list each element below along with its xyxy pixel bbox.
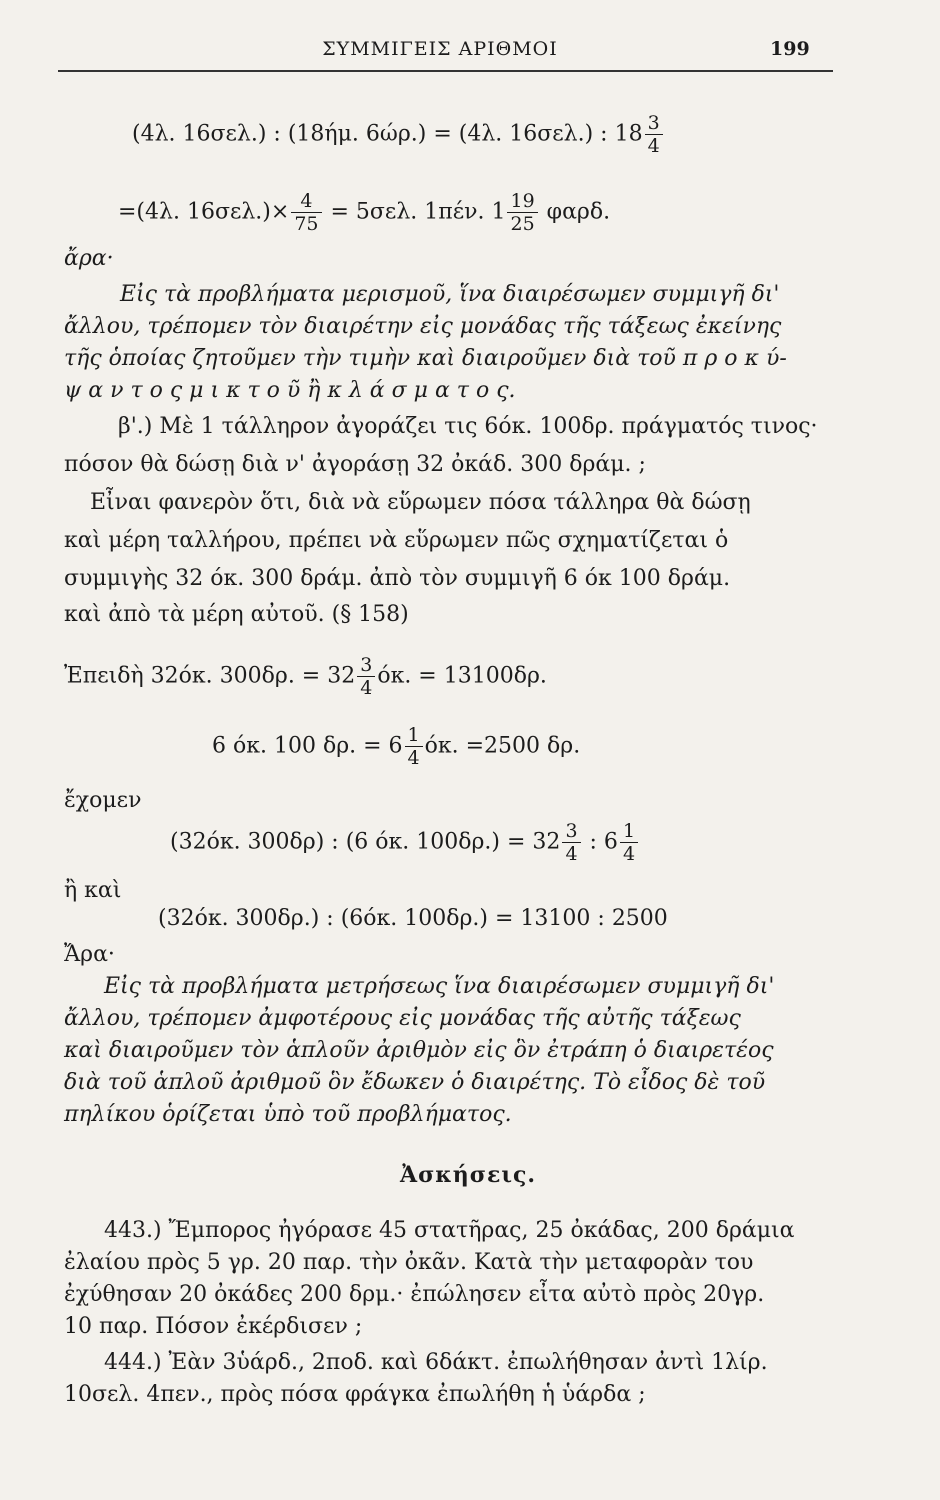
equation-5: (32όκ. 300δρ) : (6 όκ. 100δρ.) = 32 $\frac{3}{4}$ : 6 $\frac{1}{4}$ xyxy=(170,820,640,865)
fraction: $\frac{1}{4}$ xyxy=(405,724,423,769)
header-rule xyxy=(58,70,833,72)
problem-b-line-5: συμμιγὴς 32 όκ. 300 δράμ. ἀπὸ τὸν συμμιγῆ 6 όκ 100 δράμ. xyxy=(64,566,731,591)
rule-2-line-5: πηλίκου ὁρίζεται ὑπὸ τοῦ προβλήματος. xyxy=(64,1102,512,1127)
exercises-heading: Ἀσκήσεις. xyxy=(400,1162,537,1188)
fraction: $\frac{3}{4}$ xyxy=(645,112,663,157)
fraction: $\frac{1}{4}$ xyxy=(620,820,638,865)
running-header-title: ΣΥΜΜΙΓΕΙΣ ΑΡΙΘΜΟΙ xyxy=(322,38,558,60)
problem-b-line-4: καὶ μέρη ταλλήρου, πρέπει νὰ εὕρωμεν πῶς σχηματίζεται ὁ xyxy=(64,528,729,553)
exercise-443-line-2: ἐλαίου πρὸς 5 γρ. 20 παρ. τὴν ὀκᾶν. Κατὰ τὴν μεταφορὰν του xyxy=(64,1250,754,1275)
exercise-444-line-2: 10σελ. 4πεν., πρὸς πόσα φράγκα ἐπωλήθη ἡ ὑάρδα ; xyxy=(64,1382,646,1407)
equation-1 xyxy=(132,112,665,157)
exomen-label: ἔχομεν xyxy=(64,788,142,813)
problem-b-line-6: καὶ ἀπὸ τὰ μέρη αὐτοῦ. (§ 158) xyxy=(64,602,409,627)
exercise-443-line-3: ἐχύθησαν 20 ὀκάδες 200 δρμ.· ἐπώλησεν εἶτα αὐτὸ πρὸς 20γρ. xyxy=(64,1282,765,1307)
ara-label-2: Ἄρα· xyxy=(64,942,115,967)
rule-2-line-4: διὰ τοῦ ἁπλοῦ ἀριθμοῦ ὃν ἔδωκεν ὁ διαιρέτης. Τὸ εἶδος δὲ τοῦ xyxy=(64,1070,766,1095)
rule-1-line-2: ἄλλου, τρέπομεν τὸν διαιρέτην εἰς μονάδας τῆς τάξεως ἐκείνης xyxy=(64,314,782,339)
fraction: $\frac{3}{4}$ xyxy=(562,820,580,865)
page-number: 199 xyxy=(770,38,810,60)
rule-2-line-1: Εἰς τὰ προβλήματα μετρήσεως ἵνα διαιρέσωμεν συμμιγῆ δι' xyxy=(104,974,775,999)
rule-1-line-1: Εἰς τὰ προβλήματα μερισμοῦ, ἵνα διαιρέσωμεν συμμιγῆ δι' xyxy=(120,282,780,307)
equation-4: 6 όκ. 100 δρ. = 6 $\frac{1}{4}$ όκ. =2500 δρ. xyxy=(212,724,581,769)
equation-3: Ἐπειδὴ 32όκ. 300δρ. = 32 $\frac{3}{4}$ όκ. = 13100δρ. xyxy=(64,654,547,699)
ara-label: ἄρα· xyxy=(64,246,114,271)
exercise-443-line-4: 10 παρ. Πόσον ἐκέρδισεν ; xyxy=(64,1314,363,1339)
rule-2-line-3: καὶ διαιροῦμεν τὸν ἁπλοῦν ἀριθμὸν εἰς ὃν ἐτράπη ὁ διαιρετέος xyxy=(64,1038,774,1063)
exercise-444-line-1: 444.) Ἐὰν 3ὑάρδ., 2ποδ. καὶ 6δάκτ. ἐπωλήθησαν ἀντὶ 1λίρ. xyxy=(104,1350,768,1375)
equation-2: =(4λ. 16σελ.)× $\frac{4}{75}$ = 5σελ. 1πέν. 1 $\frac{19}{25}$ φαρδ. xyxy=(118,190,611,235)
equation-6: (32όκ. 300δρ.) : (6όκ. 100δρ.) = 13100 : 2500 xyxy=(158,906,668,931)
fraction: $\frac{3}{4}$ xyxy=(357,654,375,699)
rule-1-line-4: ψ α ν τ ο ς μ ι κ τ ο ῦ ἢ κ λ ά σ μ α τ ο ς. xyxy=(64,378,516,403)
fraction: $\frac{19}{25}$ xyxy=(507,190,537,235)
problem-b-line-2: πόσον θὰ δώσῃ διὰ ν' ἀγοράσῃ 32 ὀκάδ. 300 δράμ. ; xyxy=(64,452,646,477)
kai-label: ἢ καὶ xyxy=(64,878,122,903)
rule-1-line-3: τῆς ὁποίας ζητοῦμεν τὴν τιμὴν καὶ διαιροῦμεν διὰ τοῦ π ρ ο κ ύ- xyxy=(64,346,787,371)
problem-b-line-3: Εἶναι φανερὸν ὅτι, διὰ νὰ εὕρωμεν πόσα τάλληρα θὰ δώσῃ xyxy=(90,490,751,515)
fraction: $\frac{4}{75}$ xyxy=(291,190,321,235)
exercise-443-line-1: 443.) Ἔμπορος ἠγόρασε 45 στατῆρας, 25 ὀκάδας, 200 δράμια xyxy=(104,1218,795,1243)
rule-2-line-2: ἄλλου, τρέπομεν ἀμφοτέρους εἰς μονάδας τῆς αὐτῆς τάξεως xyxy=(64,1006,741,1031)
equation-1-lhs: (4λ. 16σελ.) : (18ήμ. 6ώρ.) = (4λ. 16σελ.) : 18 xyxy=(132,121,643,147)
problem-b-line-1: β'.) Μὲ 1 τάλληρον ἀγοράζει τις 6όκ. 100δρ. πράγματός τινος· xyxy=(118,414,818,439)
